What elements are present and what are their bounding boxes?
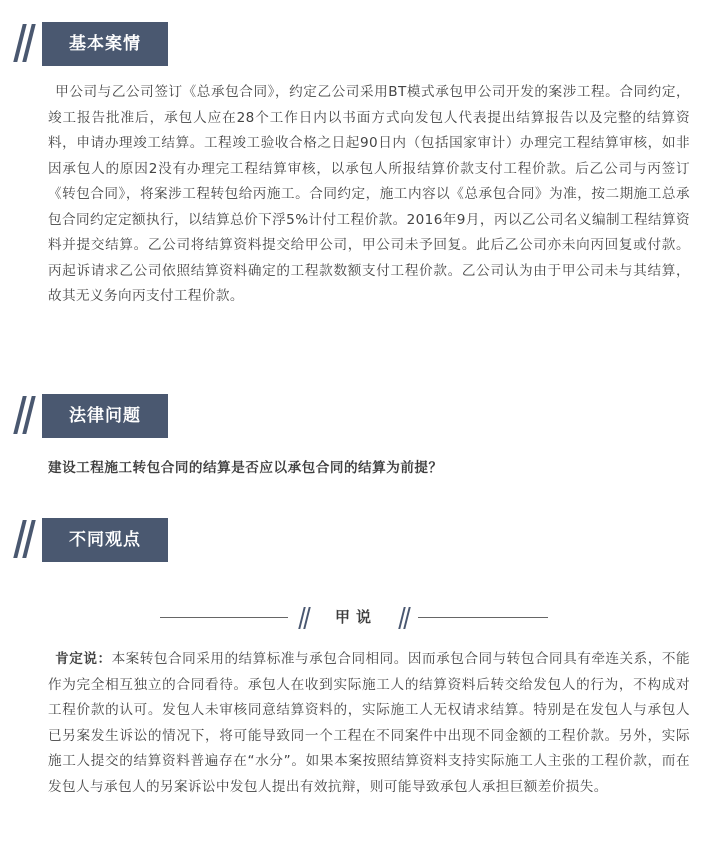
view-a-heading: [160, 603, 450, 633]
legal-question: 建设工程施工转包合同的结算是否应以承包合同的结算为前提？: [48, 460, 443, 476]
divider-line: [160, 617, 288, 618]
view-a-text: 本案转包合同采用的结算标准与承包合同相同。因而承包合同与转包合同具有牵连关系，不能作为完全相互独立的合同看待。承包人在收到实际施工人的结算资料后转交给发包人的行为，不构成对工程价款的认可。发包人未审核同意结算资料的，实际施工人无权请求结算。特别是在发包人与承包人已另案发生诉讼的情况下，将可能导致同一个工程在不同案件中出现不同金额的工程价款。另外，实际施工人提交的结算资料普遍存在“水分”。如果本案按照结算资料支持实际施工人主张的工程价款，而在发包人与承包人的另案诉讼中发包人提出有效抗辩，则可能导致承包人承担巨额差价损失。: [48, 651, 690, 795]
double-slash-icon: [14, 394, 38, 438]
divider-line: [418, 617, 548, 618]
double-slash-icon: [300, 607, 310, 629]
view-a-paragraph: [48, 647, 690, 800]
facts-paragraph: 甲公司与乙公司签订《总承包合同》，约定乙公司采用BT模式承包甲公司开发的案涉工程。合同约定，竣工报告批准后，承包人应在28个工作日内以书面方式向发包人代表提出结算报告以及完整的结算资料，申请办理竣工结算。工程竣工验收合格之日起90日内（包括国家审计）办理完工程结算审核，如非因承包人的原因2没有办理完工程结算审核，以承包人所报结算价款支付工程价款。后乙公司与丙签订《转包合同》，将案涉工程转包给丙施工。合同约定，施工内容以《总承包合同》为准，按二期施工总承包合同约定定额执行，以结算总价下浮5%计付工程价款。2016年9月，丙以乙公司名义编制工程结算资料并提交结算。乙公司将结算资料提交给甲公司，甲公司未予回复。此后乙公司亦未向丙回复或付款。丙起诉请求乙公司依照结算资料确定的工程款数额支付工程价款。乙公司认为由于甲公司未与其结算，故其无义务向丙支付工程价款。: [48, 84, 690, 304]
section-title: 法律问题: [42, 394, 168, 438]
view-a-lead: 肯定说：: [55, 651, 112, 667]
view-a-title: 甲说: [335, 608, 378, 626]
section-title: 不同观点: [42, 518, 168, 562]
double-slash-icon: [14, 22, 38, 66]
section-title: 基本案情: [42, 22, 168, 66]
double-slash-icon: [14, 518, 38, 562]
double-slash-icon: [400, 607, 410, 629]
